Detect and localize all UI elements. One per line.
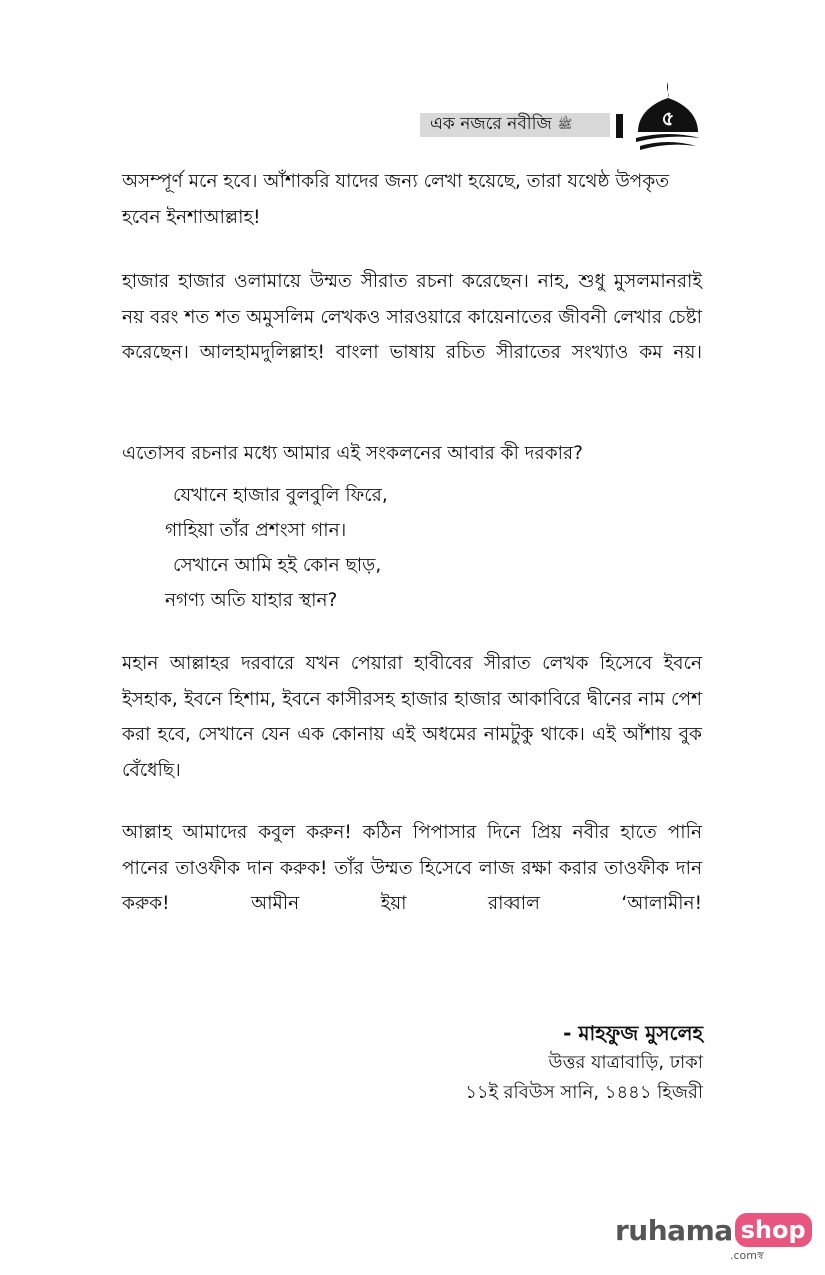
- paragraph-1: অসম্পূর্ণ মনে হবে। আঁশাকরি যাদের জন্য লেখা হয়েছে, তারা যথেষ্ঠ উপকৃত হবেন ইনশাআল্লাহ!: [122, 171, 670, 228]
- paragraph-3: মহান আল্লাহর দরবারে যখন পেয়ারা হাবীবের সীরাত লেখক হিসেবে ইবনে ইসহাক, ইবনে হিশাম, ইবনে কাসীরসহ হাজার হাজার আকাবিরে দ্বীনের নাম পেশ করা হবে, সেখানে যেন এক কোনায় এই অধমের নামটুকু থাকে। এই আঁশায় বুক বেঁধেছি।: [122, 653, 702, 781]
- poem-line: গাহিয়া তাঁর প্রশংসা গান।: [165, 520, 347, 541]
- paragraph-question: এতোসব রচনার মধ্যে আমার এই সংকলনের আবার কী দরকার?: [122, 443, 584, 464]
- signature-block: [465, 1018, 703, 1108]
- poem-line: নগণ্য অতি যাহার স্থান?: [165, 590, 338, 611]
- author-date: ১১ই রবিউস সানি, ১৪৪১ হিজরী: [465, 1082, 703, 1103]
- header-divider-bar: [616, 114, 623, 138]
- header-title: এক নজরে নবীজি: [430, 114, 552, 134]
- poem-line: যেখানে হাজার বুলবুলি ফিরে,: [173, 485, 388, 506]
- running-header: [420, 113, 610, 137]
- logo-shop-badge: shop: [735, 1213, 812, 1247]
- poem: [165, 478, 388, 618]
- ruhamashop-logo: [615, 1213, 812, 1247]
- page-number: ৫: [661, 106, 675, 130]
- paragraph-2: হাজার হাজার ওলামায়ে উম্মত সীরাত রচনা করেছেন। নাহ, শুধু মুসলমানরাই নয় বরং শত শত অমুসলিম লেখকও সারওয়ারে কায়েনাতের জীবনী লেখার চেষ্টা করেছেন। আলহামদুলিল্লাহ! বাংলা ভাষায় রচিত সীরাতের সংখ্যাও কম নয়।: [122, 271, 702, 363]
- author-place: উত্তর যাত্রাবাড়ি, ঢাকা: [548, 1052, 703, 1073]
- logo-domain: .comস্ব: [730, 1249, 764, 1262]
- logo-word: ruhama: [615, 1213, 733, 1247]
- salawat-glyph: ﷺ: [557, 116, 573, 131]
- author-name: - মাহফুজ মুসলেহ: [563, 1021, 703, 1045]
- paragraph-4: আল্লাহ আমাদের কবুল করুন! কঠিন পিপাসার দিনে প্রিয় নবীর হাতে পানি পানের তাওফীক দান করুক! তাঁর উম্মত হিসেবে লাজ রক্ষা করার তাওফীক দান করুক! আমীন ইয়া রাব্বাল ‘আলামীন!: [122, 822, 702, 914]
- poem-line: সেখানে আমি হই কোন ছাড়,: [173, 555, 382, 576]
